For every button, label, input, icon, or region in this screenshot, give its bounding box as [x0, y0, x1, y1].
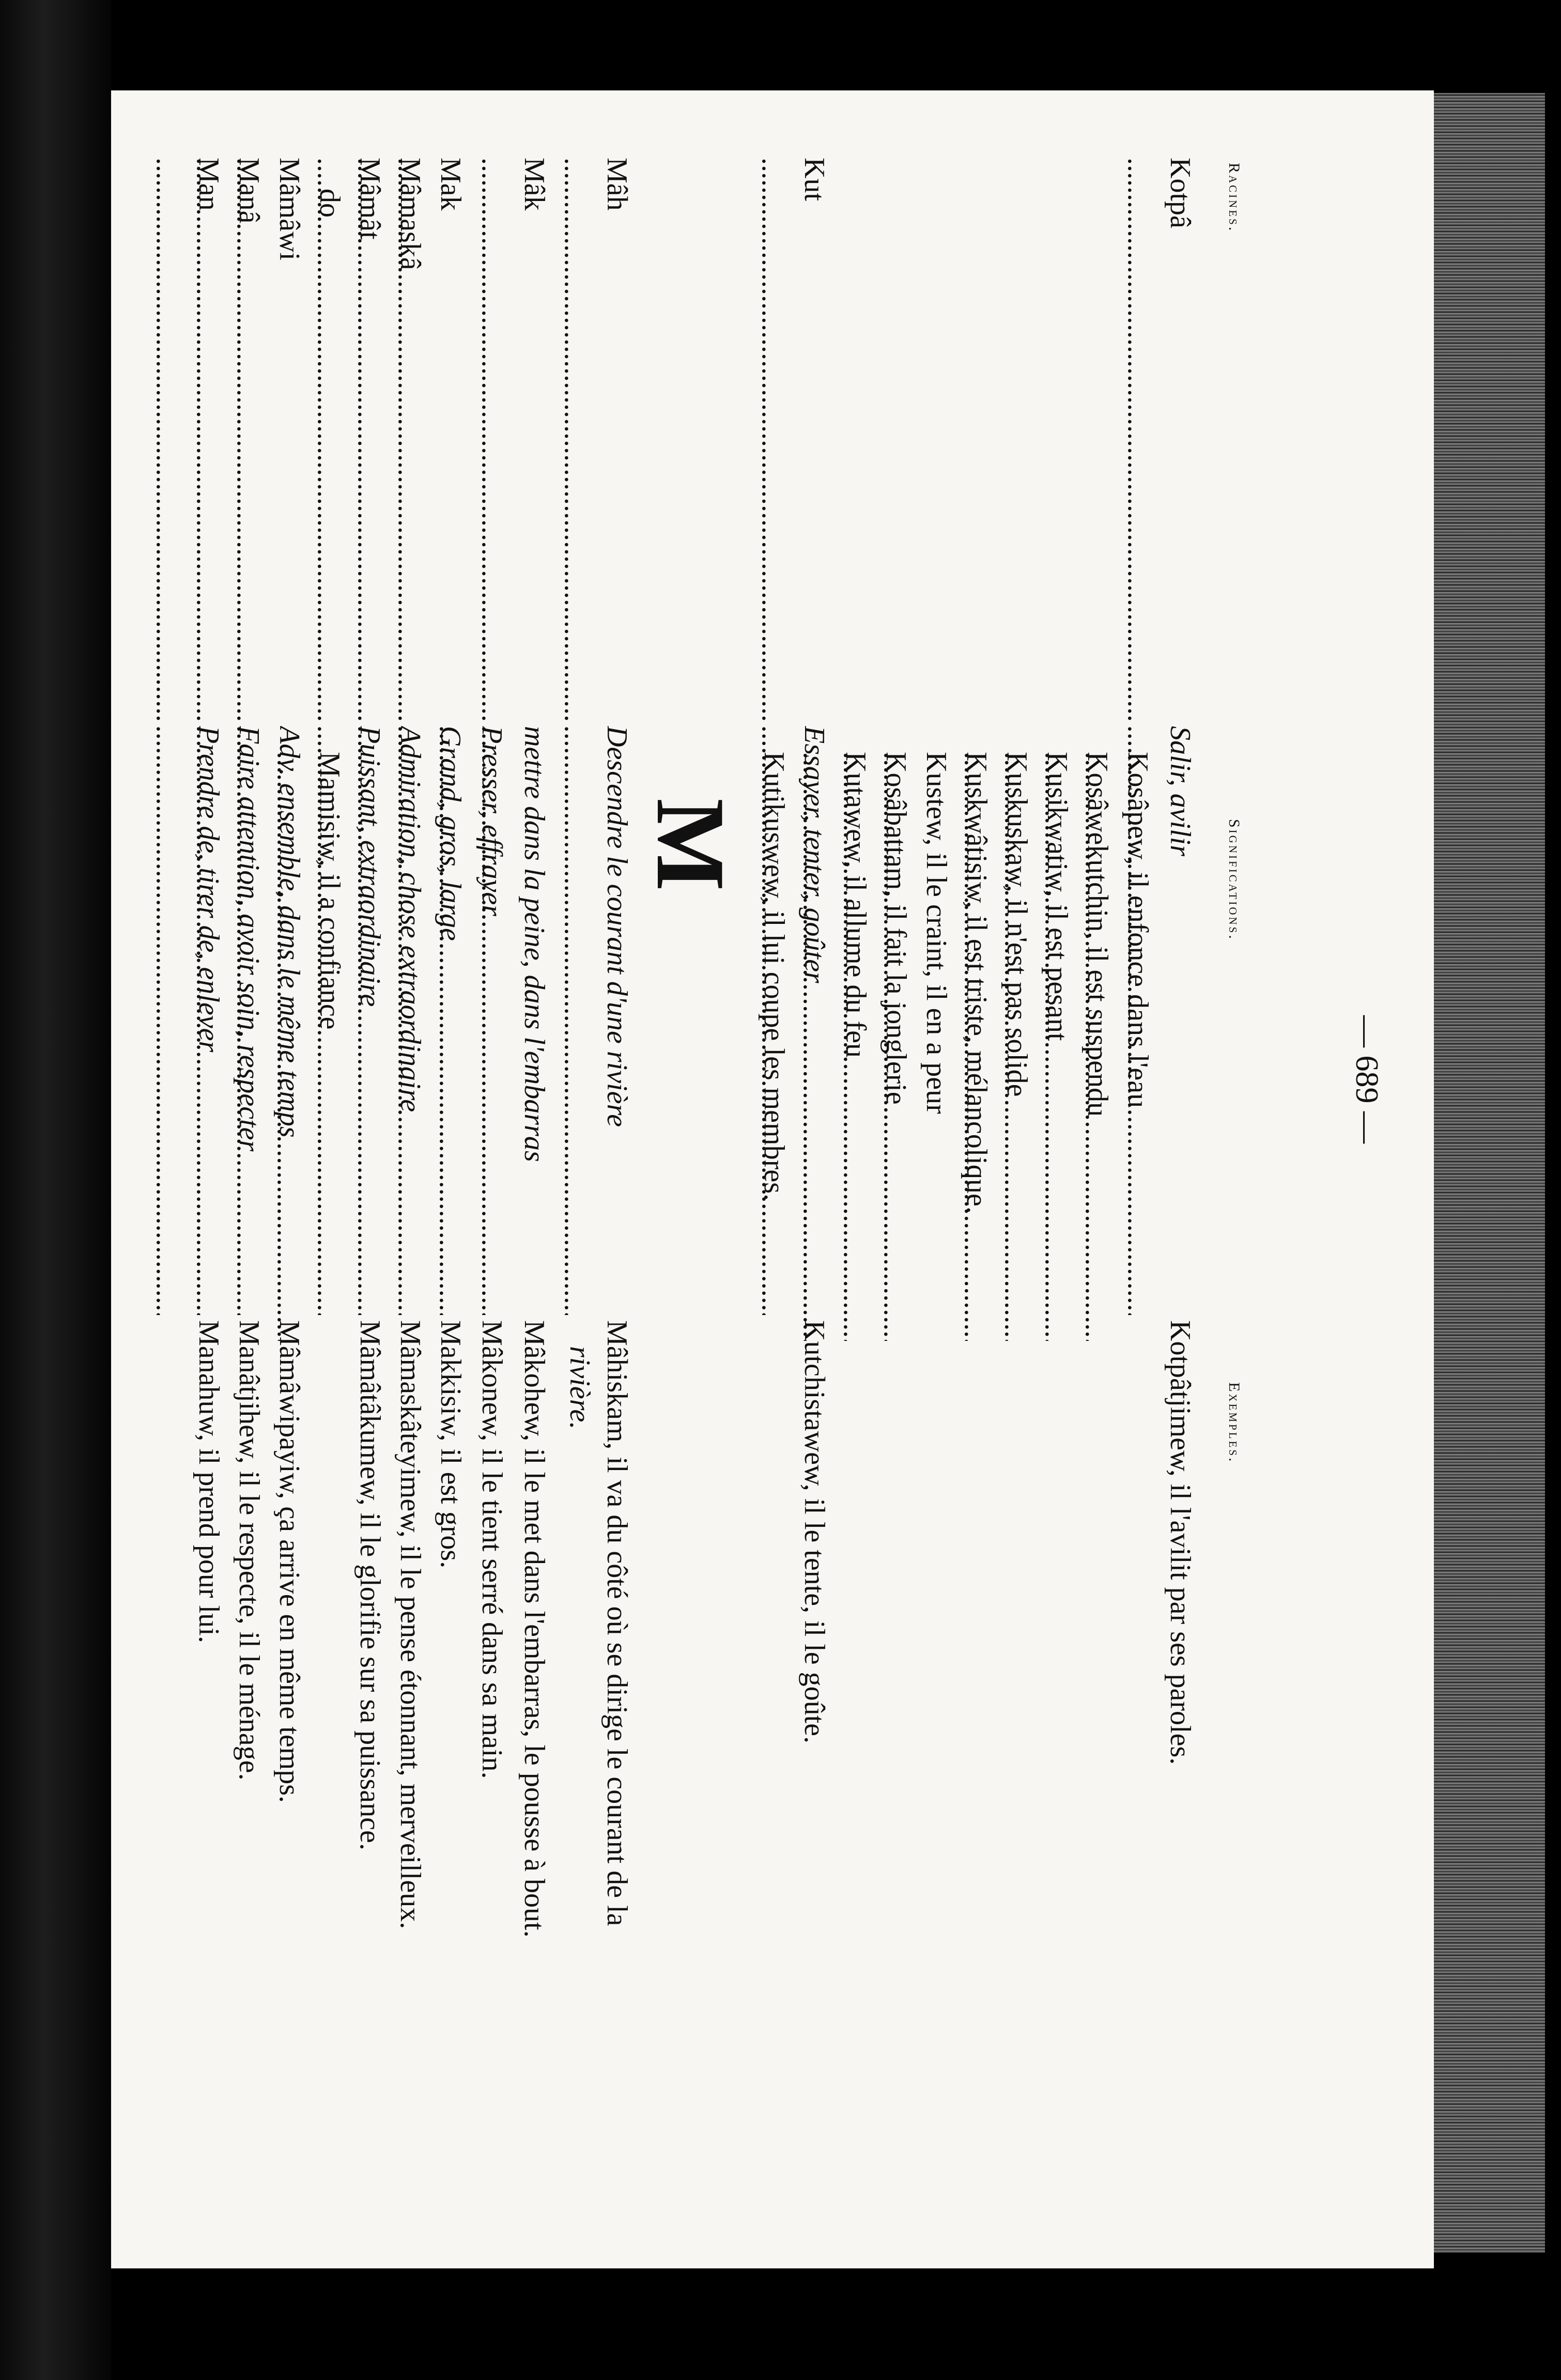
- meaning: Puissant, extraordinaire .....: [306, 726, 391, 1315]
- example: Mâmâwipayiw, ça arrive en même temps.: [273, 1320, 305, 1803]
- root-word: Kut .....: [751, 158, 836, 721]
- list-item: [875, 106, 917, 2088]
- example: Makkisiw, il est gros.: [435, 1320, 467, 1569]
- list-item: [471, 106, 513, 2088]
- meaning: Essayer, tenter, goûter .....: [751, 726, 836, 1315]
- meaning: Mamisiw, il a confiance .....: [266, 752, 351, 1341]
- example: Kutchistawew, il le tente, il le goûte.: [798, 1320, 830, 1744]
- root-word: Man .....: [145, 158, 230, 721]
- meaning: Faire attention, avoir soin, respecter .....: [186, 726, 270, 1315]
- example: Mâmaskâteyimew, il le pense étonnant, merveilleux.: [394, 1320, 426, 1929]
- meaning: Kosâwekutchin, il est suspendu .....: [1034, 752, 1119, 1341]
- list-item: [308, 106, 351, 2088]
- list-item: [955, 106, 998, 2088]
- root-word: Manâ .....: [186, 158, 270, 721]
- root-word: Mâk .....: [471, 158, 555, 721]
- list-item: [915, 106, 957, 2088]
- list-item: [559, 106, 601, 2088]
- root-word: Kotpâ .....: [1117, 158, 1201, 721]
- header-meanings: Significations.: [1226, 819, 1243, 941]
- rotated-page-content: [111, 106, 1413, 2088]
- meaning: Adv. ensemble, dans le même temps .....: [226, 726, 311, 1315]
- root-word: Mâmâwi .....: [226, 158, 311, 721]
- header-examples: Exemples.: [1226, 1382, 1243, 1464]
- example: Mâhiskam, il va du côté où se dirige le courant de la: [601, 1320, 633, 1926]
- root-word: Mak .....: [387, 158, 472, 721]
- example: Mâkonew, il le tient serré dans sa main.: [476, 1320, 508, 1779]
- root-word: do: [314, 189, 346, 218]
- meaning: Presser, effrayer .....: [428, 726, 513, 1315]
- meaning: Kutawew, il allume du feu .....: [792, 752, 877, 1341]
- list-item: [429, 106, 472, 2088]
- list-item: [513, 106, 555, 2088]
- meaning: Kuskwâtisiw, il est triste, mélancolique.: [961, 752, 993, 1214]
- example: Manahuw, il prend pour lui.: [193, 1320, 225, 1643]
- meaning: Prendre de, tirer de, enlever .....: [145, 726, 230, 1315]
- example: Mâmâtâkumew, il le glorifie sur sa puissance.: [354, 1320, 386, 1850]
- root-word: Mâh .....: [553, 158, 638, 721]
- meaning: Descendre le courant d'une rivière .....: [553, 726, 638, 1315]
- list-item: [268, 106, 311, 2088]
- meaning: Admiration, chose extraordinaire .....: [347, 726, 431, 1315]
- section-letter: M: [636, 798, 745, 891]
- list-item: [596, 106, 638, 2088]
- list-item: [1159, 106, 1201, 2088]
- list-item: [1076, 106, 1119, 2088]
- example: Mâkohew, il le met dans l'embarras, le pousse à bout.: [518, 1320, 550, 1938]
- list-item: [188, 106, 230, 2088]
- meaning: mettre dans la peine, dans l'embarras .....: [471, 726, 555, 1315]
- list-item: [1036, 106, 1078, 2088]
- page-number: — 689 —: [1349, 1015, 1384, 1143]
- list-item: [389, 106, 431, 2088]
- meaning: Kosâpew, il enfonce dans l'eau .....: [1074, 752, 1159, 1341]
- meaning: Kuskuskaw, il n'est pas solide .....: [953, 752, 1038, 1341]
- root-word: Mâmaskâ .....: [347, 158, 431, 721]
- list-item: [996, 106, 1038, 2088]
- list-item: [1117, 106, 1159, 2088]
- list-item: [228, 106, 270, 2088]
- meaning: Kutikuswew, il lui coupe les membres.: [758, 752, 790, 1201]
- list-item: [753, 106, 795, 2088]
- meaning: Kustew, il le craint, il en a peur .....: [873, 752, 957, 1341]
- example-continuation: rivière.: [564, 1346, 596, 1430]
- example: Manâtjihew, il le respecte, il le ménage.: [233, 1320, 265, 1781]
- meaning: Kosâbattam, il fait la jonglerie .....: [832, 752, 917, 1341]
- meaning: Kusikwatiw, il est pesant .....: [994, 752, 1078, 1341]
- meaning: Grand, gros, large .....: [387, 726, 472, 1315]
- list-item: [793, 106, 836, 2088]
- root-word: Mâmât .....: [306, 158, 391, 721]
- list-item: [834, 106, 877, 2088]
- scan-left-margin: [0, 0, 111, 2380]
- meaning: Salir, avilir .....: [1117, 726, 1201, 1315]
- header-roots: Racines.: [1226, 163, 1243, 233]
- example: Kotpâtjimew, il l'avilit par ses paroles.: [1164, 1320, 1196, 1765]
- list-item: [349, 106, 391, 2088]
